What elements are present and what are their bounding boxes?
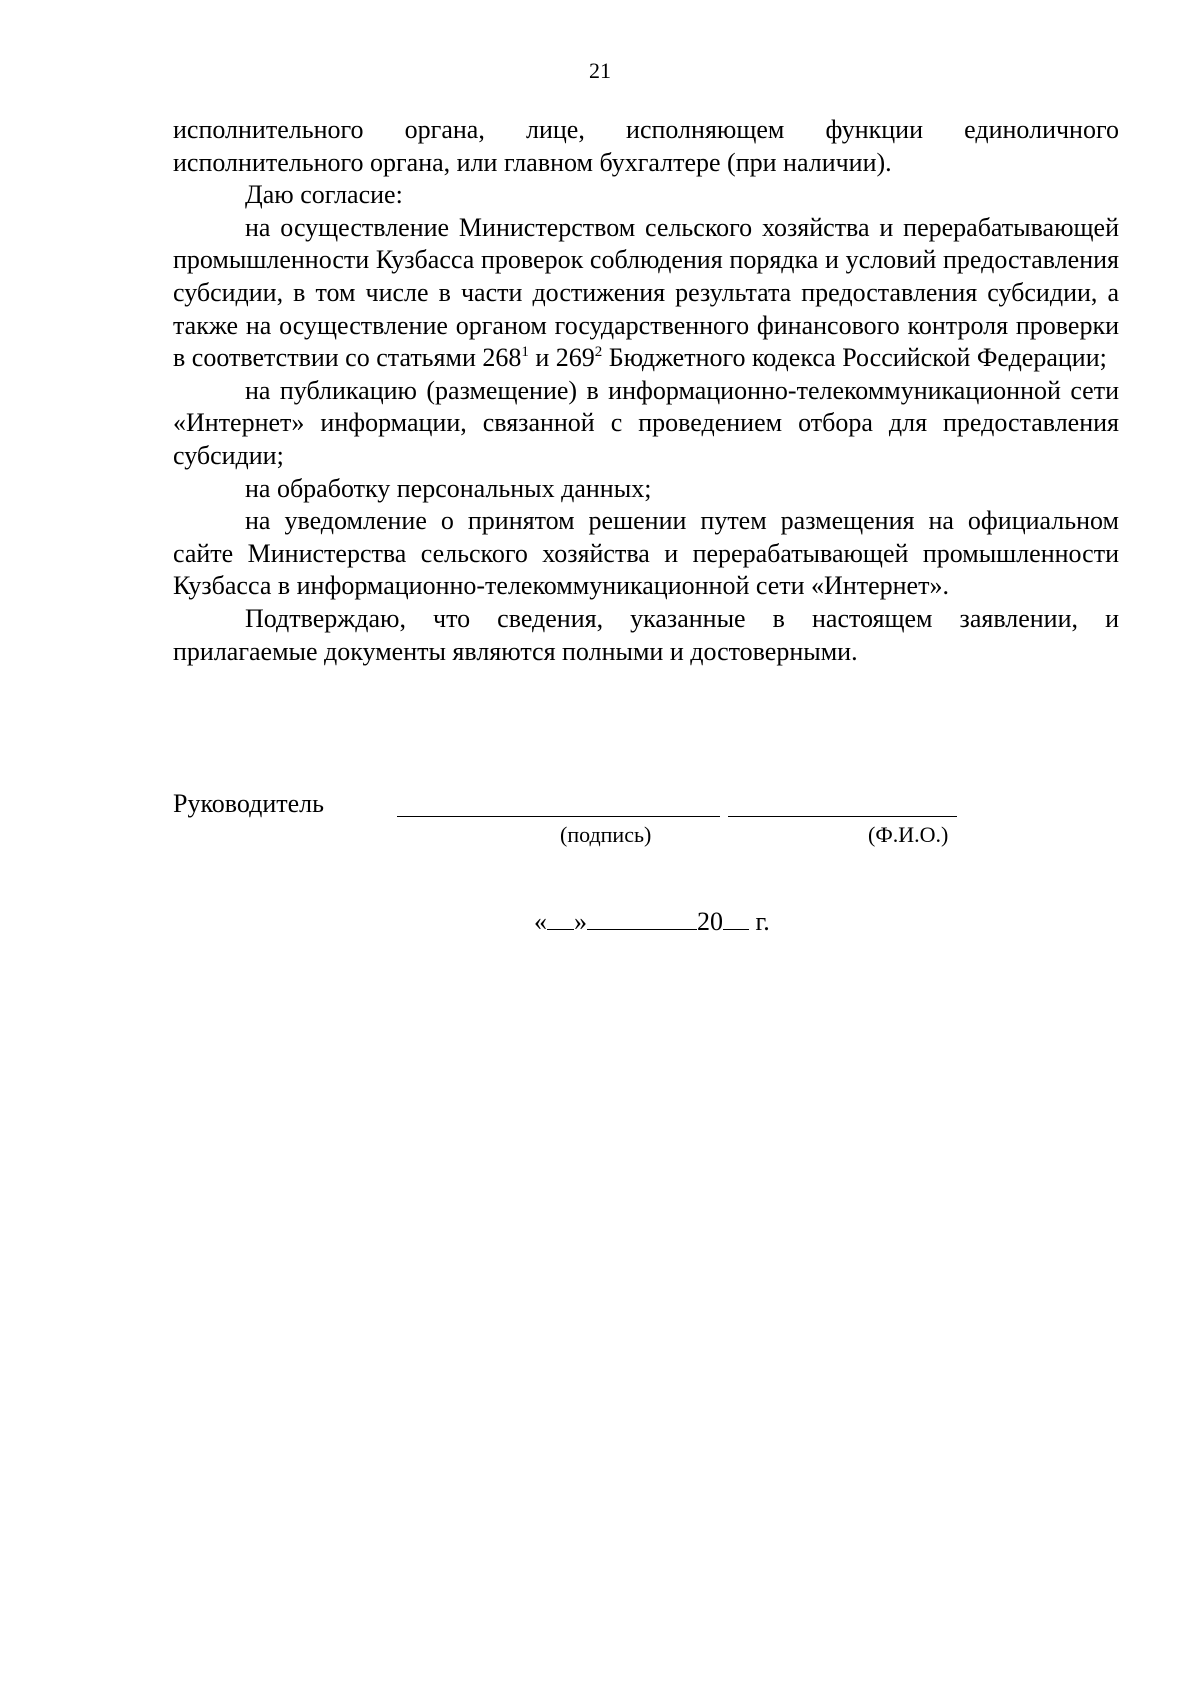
year-prefix: 20	[697, 907, 723, 936]
signature-caption: (подпись)	[560, 822, 652, 847]
signature-role-label: Руководитель	[173, 789, 324, 818]
year-suffix: г.	[749, 907, 770, 936]
paragraph-consent-inspections	[173, 212, 1119, 375]
article-268-superscript: 1	[521, 344, 529, 361]
year-blank	[723, 909, 749, 930]
document-body	[173, 114, 1119, 668]
paragraph-consent-heading: Даю согласие:	[245, 180, 403, 210]
date-close-quote: »	[574, 907, 587, 936]
paragraph-consent-publication: на публикацию (размещение) в информационно-телекоммуникационной сети «Интернет» информации, связанной с проведением отбора для предоставления субсидии;	[173, 375, 1119, 470]
date-field	[534, 906, 770, 938]
signature-line	[397, 816, 720, 817]
article-269-superscript: 2	[594, 344, 603, 361]
inspections-text-end: Бюджетного кодекса Российской Федерации;	[602, 343, 1107, 373]
page-number: 21	[589, 58, 611, 83]
full-name-caption: (Ф.И.О.)	[868, 822, 949, 847]
inspections-text-and: и 269	[528, 343, 595, 373]
inspections-text: на осуществление Министерством сельского хозяйства и перерабатывающей промышленности Кузбасса проверок соблюдения порядка и условий предоставления субсидии, в том числе в части достижения результата предоставления субсидии, а также на осуществление органом государственного финансового контроля проверки в соответствии со статьями 268	[173, 212, 1119, 373]
month-blank	[587, 909, 697, 930]
paragraph-confirmation: Подтверждаю, что сведения, указанные в настоящем заявлении, и прилагаемые документы являются полными и достоверными.	[173, 603, 1119, 666]
day-blank	[547, 909, 574, 930]
date-open-quote: «	[534, 907, 547, 936]
paragraph-consent-personal-data: на обработку персональных данных;	[245, 473, 652, 503]
paragraph-continuation: исполнительного органа, лице, исполняющем функции единоличного исполнительного органа, или главном бухгалтере (при наличии).	[173, 115, 1119, 177]
full-name-line	[728, 816, 957, 817]
paragraph-consent-notification: на уведомление о принятом решении путем размещения на официальном сайте Министерства сельского хозяйства и перерабатывающей промышленности Кузбасса в информационно-телекоммуникационной сети «Интернет».	[173, 506, 1119, 601]
